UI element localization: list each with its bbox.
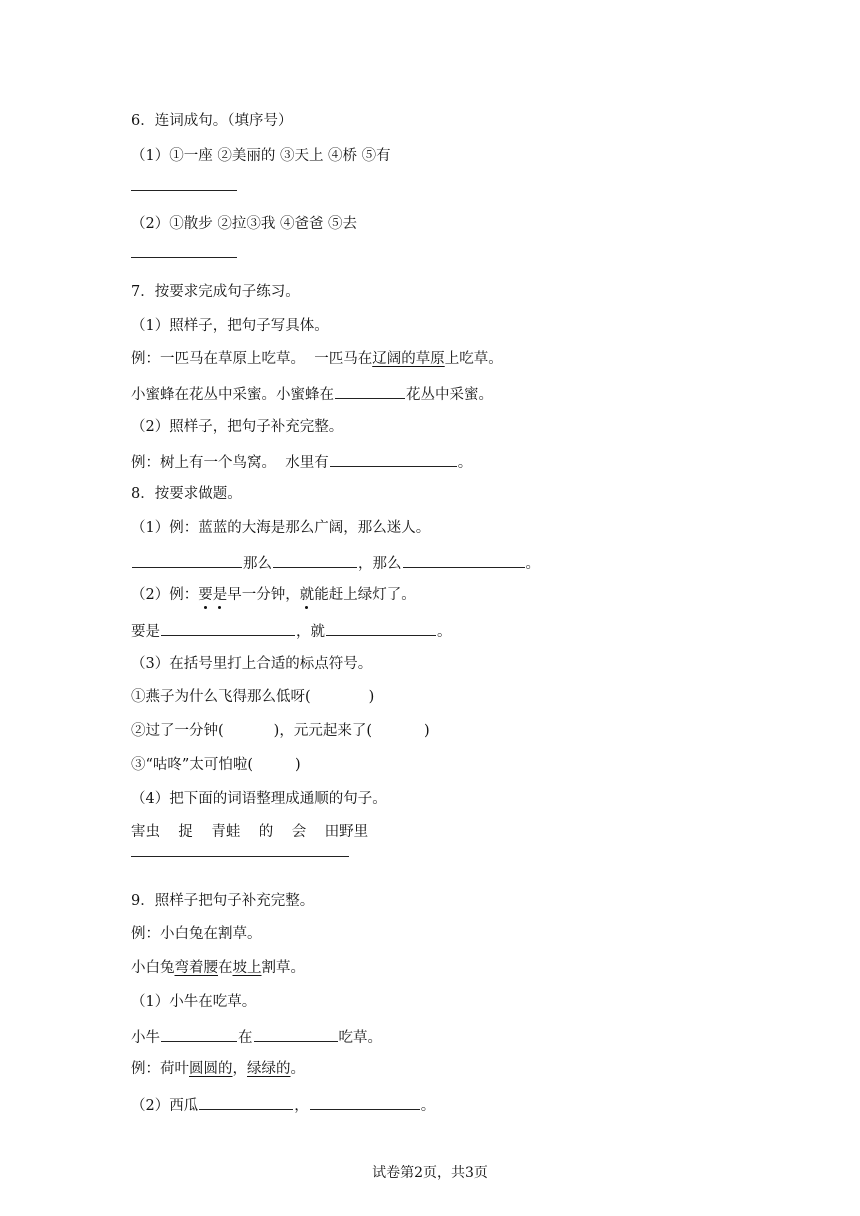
q9-example3: 例：荷叶圆圆的，绿绿的。	[131, 1061, 305, 1077]
q8-blank-4[interactable]	[161, 620, 295, 636]
q7-title: 7．按要求完成句子练习。	[131, 284, 300, 300]
q8-task2: 要是 ，就 。	[131, 620, 452, 642]
q8-sub2: （2）例：要是早一分钟，就能赶上绿灯了。	[131, 587, 416, 603]
q7-blank-2[interactable]	[330, 451, 457, 467]
q7-example1: 例：一匹马在草原上吃草。 一匹马在辽阔的草原上吃草。	[131, 351, 503, 367]
q8-punct-1: ①燕子为什么飞得那么低呀( )	[131, 689, 375, 705]
q8-blank-3[interactable]	[403, 552, 525, 568]
q8-blank-5[interactable]	[326, 620, 436, 636]
page-footer: 试卷第2页，共3页	[372, 1165, 488, 1181]
q7-task1: 小蜜蜂在花丛中采蜜。小蜜蜂在 花丛中采蜜。	[131, 383, 493, 405]
q8-answer-line[interactable]	[131, 856, 349, 857]
q9-example1: 例：小白兔在割草。	[131, 926, 262, 942]
q9-blank-4[interactable]	[310, 1094, 420, 1110]
q7-sub2: （2）照样子，把句子补充完整。	[131, 419, 344, 435]
q9-sub1: （1）小牛在吃草。	[131, 994, 257, 1010]
q8-title: 8．按要求做题。	[131, 486, 242, 502]
q7-blank-1[interactable]	[335, 383, 405, 399]
q9-blank-3[interactable]	[199, 1094, 293, 1110]
q9-title: 9．照样子把句子补充完整。	[131, 893, 315, 909]
q7-sub1: （1）照样子，把句子写具体。	[131, 318, 329, 334]
q8-sub4: （4）把下面的词语整理成通顺的句子。	[131, 791, 387, 807]
q6-part1: （1）①一座 ②美丽的 ③天上 ④桥 ⑤有	[131, 148, 391, 164]
q6-answer-line-1[interactable]	[131, 190, 237, 191]
q9-sub2: （2）西瓜 ， 。	[131, 1094, 435, 1116]
q8-punct-3: ③“咕咚”太可怕啦( )	[131, 757, 301, 773]
q6-title: 6．连词成句。（填序号）	[131, 113, 293, 129]
q7-example2: 例：树上有一个鸟窝。 水里有 。	[131, 451, 472, 473]
q8-sub3: （3）在括号里打上合适的标点符号。	[131, 656, 373, 672]
q9-blank-2[interactable]	[254, 1026, 338, 1042]
q8-sub1: （1）例：蓝蓝的大海是那么广阔，那么迷人。	[131, 520, 431, 536]
q8-punct-2: ②过了一分钟( )，元元起来了( )	[131, 723, 430, 739]
q9-example2: 小白兔弯着腰在坡上割草。	[131, 960, 305, 976]
q9-blank-1[interactable]	[161, 1026, 237, 1042]
q9-task1: 小牛 在 吃草。	[131, 1026, 382, 1048]
q8-task1: 那么 ，那么 。	[131, 552, 540, 574]
q6-answer-line-2[interactable]	[131, 257, 237, 258]
q8-blank-2[interactable]	[273, 552, 357, 568]
q8-blank-1[interactable]	[132, 552, 242, 568]
q8-words: 害虫 捉 青蛙 的 会 田野里	[131, 824, 369, 840]
q6-part2: （2）①散步 ②拉③我 ④爸爸 ⑤去	[131, 216, 358, 232]
